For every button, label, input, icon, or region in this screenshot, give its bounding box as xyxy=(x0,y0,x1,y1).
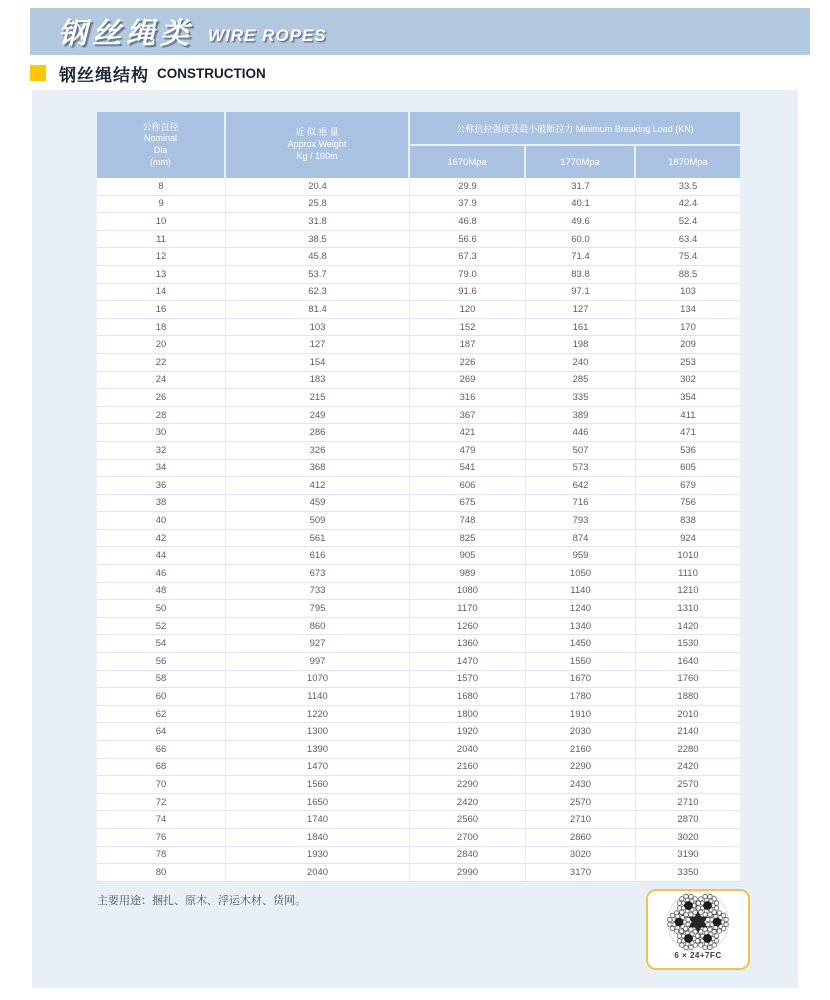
table-cell: 1650 xyxy=(226,794,410,811)
table-cell: 1140 xyxy=(526,583,636,600)
table-row xyxy=(97,776,740,794)
table-cell: 3190 xyxy=(677,849,699,861)
rope-cross-section-icon xyxy=(648,891,748,953)
table-row xyxy=(97,811,740,829)
table-cell: 103 xyxy=(680,286,696,298)
table-cell: 1880 xyxy=(677,691,699,703)
table-cell: 79.0 xyxy=(410,266,526,283)
table-cell: 605 xyxy=(680,462,696,474)
table-cell: 81.4 xyxy=(226,301,410,318)
table-row xyxy=(97,354,740,372)
table-cell: 2870 xyxy=(677,814,699,826)
table-cell: 3170 xyxy=(526,864,636,881)
table-row xyxy=(97,213,740,231)
table-cell: 285 xyxy=(526,372,636,389)
table-cell: 29.9 xyxy=(410,178,526,195)
table-cell: 1070 xyxy=(226,671,410,688)
table-cell: 3350 xyxy=(677,866,699,878)
header-breaking-load-span: 公称抗拉强度及最小破断拉力 Minimum Breaking Load (KN) xyxy=(410,112,740,144)
table-cell: 120 xyxy=(410,301,526,318)
table-cell: 56.6 xyxy=(410,231,526,248)
table-cell: 302 xyxy=(680,374,696,386)
header-approx-weight xyxy=(226,112,408,178)
table-cell: 2560 xyxy=(410,811,526,828)
table-cell: 1920 xyxy=(410,723,526,740)
header-grade-1870: 1870Mpa xyxy=(636,146,740,178)
table-cell: 54 xyxy=(97,635,226,652)
table-cell: 58 xyxy=(97,671,226,688)
table-cell: 44 xyxy=(97,547,226,564)
table-cell: 1780 xyxy=(526,688,636,705)
table-cell: 675 xyxy=(410,495,526,512)
table-cell: 389 xyxy=(526,407,636,424)
table-cell: 63.4 xyxy=(678,233,698,245)
table-header xyxy=(97,112,740,178)
table-row xyxy=(97,495,740,513)
table-row xyxy=(97,829,740,847)
table-cell: 2570 xyxy=(677,778,699,790)
specification-table xyxy=(97,112,740,882)
table-row xyxy=(97,583,740,601)
section-heading xyxy=(30,63,266,83)
table-cell: 1570 xyxy=(410,671,526,688)
table-cell: 9 xyxy=(97,196,226,213)
table-row xyxy=(97,336,740,354)
header-nominal-dia xyxy=(97,112,224,178)
table-cell: 411 xyxy=(680,409,696,421)
table-cell: 42.4 xyxy=(678,198,698,210)
table-row xyxy=(97,407,740,425)
table-cell: 2040 xyxy=(226,864,410,881)
table-cell: 37.9 xyxy=(410,196,526,213)
table-cell: 14 xyxy=(97,284,226,301)
table-cell: 1450 xyxy=(526,635,636,652)
table-cell: 154 xyxy=(226,354,410,371)
table-cell: 924 xyxy=(680,532,696,544)
table-cell: 198 xyxy=(526,336,636,353)
table-cell: 2430 xyxy=(526,776,636,793)
table-cell: 45.8 xyxy=(226,248,410,265)
table-cell: 756 xyxy=(680,497,696,509)
table-cell: 74 xyxy=(97,811,226,828)
table-cell: 80 xyxy=(97,864,226,881)
table-cell: 838 xyxy=(680,515,696,527)
table-cell: 53.7 xyxy=(226,266,410,283)
table-cell: 509 xyxy=(226,512,410,529)
table-cell: 40 xyxy=(97,512,226,529)
table-cell: 56 xyxy=(97,653,226,670)
table-row xyxy=(97,301,740,319)
header-line: Nominal xyxy=(143,133,177,144)
table-cell: 989 xyxy=(410,565,526,582)
header-breaking-load-group xyxy=(410,112,740,178)
table-cell: 1910 xyxy=(526,706,636,723)
table-cell: 507 xyxy=(526,442,636,459)
table-cell: 1680 xyxy=(410,688,526,705)
table-cell: 286 xyxy=(226,424,410,441)
table-cell: 33.5 xyxy=(678,180,698,192)
table-cell: 18 xyxy=(97,319,226,336)
table-cell: 1220 xyxy=(226,706,410,723)
table-cell: 1390 xyxy=(226,741,410,758)
table-row xyxy=(97,864,740,882)
table-cell: 36 xyxy=(97,477,226,494)
table-row xyxy=(97,723,740,741)
table-cell: 40.1 xyxy=(526,196,636,213)
yellow-square-bullet-icon xyxy=(30,65,46,81)
table-cell: 161 xyxy=(526,319,636,336)
table-row xyxy=(97,460,740,478)
table-cell: 103 xyxy=(226,319,410,336)
table-cell: 64 xyxy=(97,723,226,740)
table-cell: 748 xyxy=(410,512,526,529)
table-cell: 52 xyxy=(97,618,226,635)
table-cell: 46.8 xyxy=(410,213,526,230)
content-panel xyxy=(32,90,798,988)
table-cell: 134 xyxy=(680,303,696,315)
table-cell: 733 xyxy=(226,583,410,600)
table-cell: 2140 xyxy=(677,726,699,738)
table-cell: 2290 xyxy=(526,759,636,776)
table-cell: 905 xyxy=(410,547,526,564)
table-cell: 459 xyxy=(226,495,410,512)
table-cell: 1260 xyxy=(410,618,526,635)
table-cell: 253 xyxy=(680,356,696,368)
table-cell: 874 xyxy=(526,530,636,547)
table-row xyxy=(97,248,740,266)
table-cell: 50 xyxy=(97,600,226,617)
header-line: Approx Weight xyxy=(287,139,347,150)
header-line: Kg / 100m xyxy=(296,150,338,161)
table-cell: 354 xyxy=(680,391,696,403)
table-cell: 1420 xyxy=(677,620,699,632)
table-cell: 716 xyxy=(526,495,636,512)
table-cell: 13 xyxy=(97,266,226,283)
table-cell: 76 xyxy=(97,829,226,846)
table-cell: 16 xyxy=(97,301,226,318)
table-row xyxy=(97,671,740,689)
table-row xyxy=(97,530,740,548)
table-cell: 2420 xyxy=(677,761,699,773)
table-cell: 97.1 xyxy=(526,284,636,301)
table-cell: 249 xyxy=(226,407,410,424)
table-row xyxy=(97,565,740,583)
section-title-en: CONSTRUCTION xyxy=(157,65,266,81)
table-cell: 1550 xyxy=(526,653,636,670)
table-cell: 2570 xyxy=(526,794,636,811)
table-cell: 25.8 xyxy=(226,196,410,213)
table-cell: 226 xyxy=(410,354,526,371)
table-cell: 183 xyxy=(226,372,410,389)
table-cell: 1760 xyxy=(677,673,699,685)
table-cell: 70 xyxy=(97,776,226,793)
table-row xyxy=(97,618,740,636)
table-cell: 88.5 xyxy=(678,268,698,280)
table-cell: 1640 xyxy=(677,655,699,667)
table-cell: 479 xyxy=(410,442,526,459)
table-cell: 3020 xyxy=(526,847,636,864)
usage-note: 主要用途：捆扎、原木、浮运木材、货网。 xyxy=(97,895,306,907)
table-cell: 215 xyxy=(226,389,410,406)
table-row xyxy=(97,635,740,653)
table-cell: 11 xyxy=(97,231,226,248)
header-grade-1770: 1770Mpa xyxy=(526,146,634,178)
table-cell: 20.4 xyxy=(226,178,410,195)
table-cell: 367 xyxy=(410,407,526,424)
table-cell: 8 xyxy=(97,178,226,195)
table-cell: 642 xyxy=(526,477,636,494)
rope-construction-label: 6 × 24+7FC xyxy=(674,951,722,960)
table-cell: 997 xyxy=(226,653,410,670)
table-row xyxy=(97,196,740,214)
table-row xyxy=(97,231,740,249)
table-cell: 1740 xyxy=(226,811,410,828)
table-cell: 1110 xyxy=(678,567,698,579)
table-cell: 46 xyxy=(97,565,226,582)
table-row xyxy=(97,319,740,337)
table-cell: 2700 xyxy=(410,829,526,846)
table-cell: 52.4 xyxy=(678,215,698,227)
table-row xyxy=(97,477,740,495)
table-row xyxy=(97,688,740,706)
table-row xyxy=(97,794,740,812)
table-cell: 616 xyxy=(226,547,410,564)
table-cell: 860 xyxy=(226,618,410,635)
page-banner xyxy=(30,8,810,55)
rope-cross-section-box xyxy=(646,889,750,970)
table-cell: 326 xyxy=(226,442,410,459)
table-cell: 31.8 xyxy=(226,213,410,230)
table-cell: 1210 xyxy=(677,585,699,597)
table-cell: 541 xyxy=(410,460,526,477)
table-cell: 1340 xyxy=(526,618,636,635)
table-row xyxy=(97,178,740,196)
header-line: 公称直径 xyxy=(142,121,179,132)
table-cell: 927 xyxy=(226,635,410,652)
table-cell: 62.3 xyxy=(226,284,410,301)
table-row xyxy=(97,759,740,777)
table-cell: 2710 xyxy=(526,811,636,828)
table-cell: 1800 xyxy=(410,706,526,723)
table-row xyxy=(97,512,740,530)
table-cell: 66 xyxy=(97,741,226,758)
table-row xyxy=(97,653,740,671)
table-cell: 127 xyxy=(226,336,410,353)
table-cell: 2990 xyxy=(410,864,526,881)
table-cell: 24 xyxy=(97,372,226,389)
table-row xyxy=(97,389,740,407)
table-cell: 412 xyxy=(226,477,410,494)
table-cell: 2040 xyxy=(410,741,526,758)
table-cell: 1670 xyxy=(526,671,636,688)
table-cell: 1470 xyxy=(226,759,410,776)
table-cell: 446 xyxy=(526,424,636,441)
table-cell: 959 xyxy=(526,547,636,564)
table-row xyxy=(97,266,740,284)
table-cell: 72 xyxy=(97,794,226,811)
table-cell: 2420 xyxy=(410,794,526,811)
table-cell: 78 xyxy=(97,847,226,864)
banner-title-en: WIRE ROPES xyxy=(208,25,327,45)
table-row xyxy=(97,442,740,460)
table-cell: 68 xyxy=(97,759,226,776)
table-cell: 269 xyxy=(410,372,526,389)
table-row xyxy=(97,741,740,759)
table-cell: 3020 xyxy=(677,831,699,843)
table-cell: 1560 xyxy=(226,776,410,793)
table-cell: 2010 xyxy=(677,708,699,720)
table-cell: 1300 xyxy=(226,723,410,740)
table-cell: 561 xyxy=(226,530,410,547)
header-line: Dia xyxy=(153,145,168,155)
table-cell: 2840 xyxy=(410,847,526,864)
table-cell: 34 xyxy=(97,460,226,477)
table-cell: 1530 xyxy=(677,638,699,650)
table-row xyxy=(97,847,740,865)
table-cell: 240 xyxy=(526,354,636,371)
table-row xyxy=(97,600,740,618)
table-cell: 48 xyxy=(97,583,226,600)
table-cell: 12 xyxy=(97,248,226,265)
table-cell: 187 xyxy=(410,336,526,353)
table-cell: 127 xyxy=(526,301,636,318)
table-cell: 335 xyxy=(526,389,636,406)
table-cell: 673 xyxy=(226,565,410,582)
table-cell: 30 xyxy=(97,424,226,441)
table-cell: 1170 xyxy=(410,600,526,617)
table-cell: 316 xyxy=(410,389,526,406)
table-cell: 62 xyxy=(97,706,226,723)
table-cell: 471 xyxy=(680,427,696,439)
table-cell: 421 xyxy=(410,424,526,441)
table-cell: 1930 xyxy=(226,847,410,864)
table-cell: 31.7 xyxy=(526,178,636,195)
table-cell: 209 xyxy=(680,339,696,351)
table-cell: 1080 xyxy=(410,583,526,600)
table-row xyxy=(97,706,740,724)
header-grade-row xyxy=(410,146,740,178)
header-line: (mm) xyxy=(150,156,171,167)
banner-title-zh: 钢丝绳类 xyxy=(58,18,195,50)
table-cell: 1360 xyxy=(410,635,526,652)
table-cell: 1470 xyxy=(410,653,526,670)
table-cell: 2290 xyxy=(410,776,526,793)
table-cell: 1240 xyxy=(526,600,636,617)
table-row xyxy=(97,372,740,390)
table-cell: 22 xyxy=(97,354,226,371)
table-cell: 71.4 xyxy=(526,248,636,265)
table-cell: 26 xyxy=(97,389,226,406)
table-cell: 2030 xyxy=(526,723,636,740)
table-cell: 1310 xyxy=(677,603,699,615)
table-cell: 1840 xyxy=(226,829,410,846)
table-cell: 2860 xyxy=(526,829,636,846)
table-row xyxy=(97,284,740,302)
table-cell: 573 xyxy=(526,460,636,477)
table-cell: 60 xyxy=(97,688,226,705)
table-cell: 10 xyxy=(97,213,226,230)
table-cell: 536 xyxy=(680,444,696,456)
section-title-zh: 钢丝绳结构 xyxy=(59,65,149,85)
table-cell: 1140 xyxy=(226,688,410,705)
table-cell: 170 xyxy=(680,321,696,333)
table-cell: 38.5 xyxy=(226,231,410,248)
table-cell: 60.0 xyxy=(526,231,636,248)
table-cell: 1050 xyxy=(526,565,636,582)
table-row xyxy=(97,424,740,442)
table-cell: 2710 xyxy=(677,796,699,808)
table-cell: 2160 xyxy=(410,759,526,776)
table-cell: 83.8 xyxy=(526,266,636,283)
header-grade-1670: 1670Mpa xyxy=(410,146,524,178)
table-cell: 91.6 xyxy=(410,284,526,301)
table-cell: 152 xyxy=(410,319,526,336)
table-cell: 20 xyxy=(97,336,226,353)
table-cell: 2160 xyxy=(526,741,636,758)
table-cell: 793 xyxy=(526,512,636,529)
table-body xyxy=(97,178,740,882)
table-cell: 825 xyxy=(410,530,526,547)
table-row xyxy=(97,547,740,565)
table-cell: 42 xyxy=(97,530,226,547)
table-cell: 28 xyxy=(97,407,226,424)
table-cell: 67.3 xyxy=(410,248,526,265)
table-cell: 2280 xyxy=(677,743,699,755)
table-cell: 32 xyxy=(97,442,226,459)
table-cell: 606 xyxy=(410,477,526,494)
table-cell: 679 xyxy=(680,479,696,491)
table-cell: 49.6 xyxy=(526,213,636,230)
header-line: 近 似 重 量 xyxy=(295,127,339,138)
table-cell: 1010 xyxy=(677,550,699,562)
table-cell: 38 xyxy=(97,495,226,512)
table-cell: 75.4 xyxy=(678,251,698,263)
table-cell: 368 xyxy=(226,460,410,477)
table-cell: 795 xyxy=(226,600,410,617)
